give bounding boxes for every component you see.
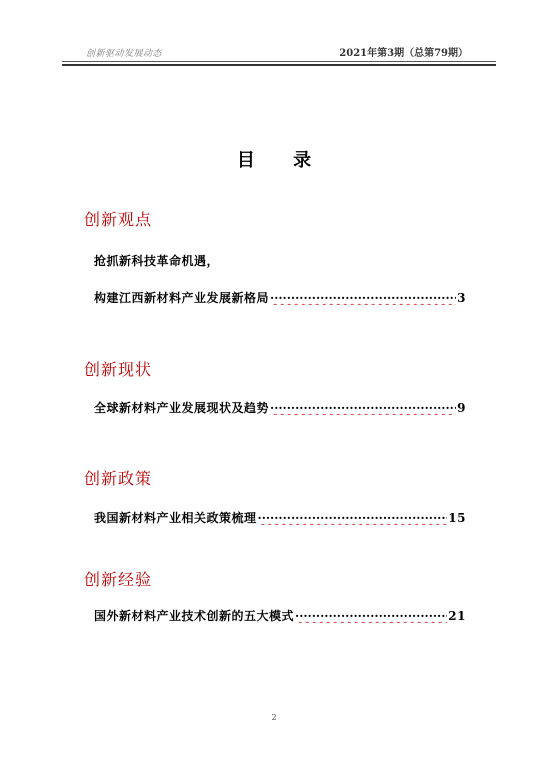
toc-entry-page: 9 xyxy=(457,401,466,415)
section-heading-viewpoints: 创新观点 xyxy=(84,210,153,229)
leader-dots xyxy=(270,401,456,415)
toc-entry-line: 抢抓新科技革命机遇， xyxy=(94,254,220,268)
leader-dots xyxy=(258,511,448,525)
section-heading-experience: 创新经验 xyxy=(84,570,153,589)
toc-title: 目 录 xyxy=(236,150,328,171)
toc-entry[interactable] xyxy=(94,607,466,624)
header-rule-thin xyxy=(62,61,496,62)
header-rule-thick xyxy=(62,64,496,66)
toc-entry-title: 国外新材料产业技术创新的五大模式 xyxy=(94,609,295,623)
page-number: 2 xyxy=(271,713,277,722)
section-heading-policy: 创新政策 xyxy=(84,469,153,488)
header-issue-number: 2021年第3期（总第79期） xyxy=(339,48,468,59)
leader-dots xyxy=(270,291,456,305)
leader-dots xyxy=(295,609,447,623)
section-heading-status: 创新现状 xyxy=(84,360,153,379)
toc-entry[interactable] xyxy=(94,399,466,416)
toc-entry[interactable] xyxy=(94,289,466,306)
header-publication-name: 创新驱动发展动态 xyxy=(86,49,163,59)
running-header xyxy=(62,40,496,62)
toc-entry-title: 我国新材料产业相关政策梳理 xyxy=(94,511,257,525)
toc-entry-title: 全球新材料产业发展现状及趋势 xyxy=(94,401,270,415)
toc-entry-title: 构建江西新材料产业发展新格局 xyxy=(94,291,270,305)
toc-entry-page: 3 xyxy=(457,291,466,305)
toc-entry[interactable] xyxy=(94,509,466,526)
toc-entry-page: 21 xyxy=(448,609,466,623)
toc-entry-page: 15 xyxy=(448,511,466,525)
